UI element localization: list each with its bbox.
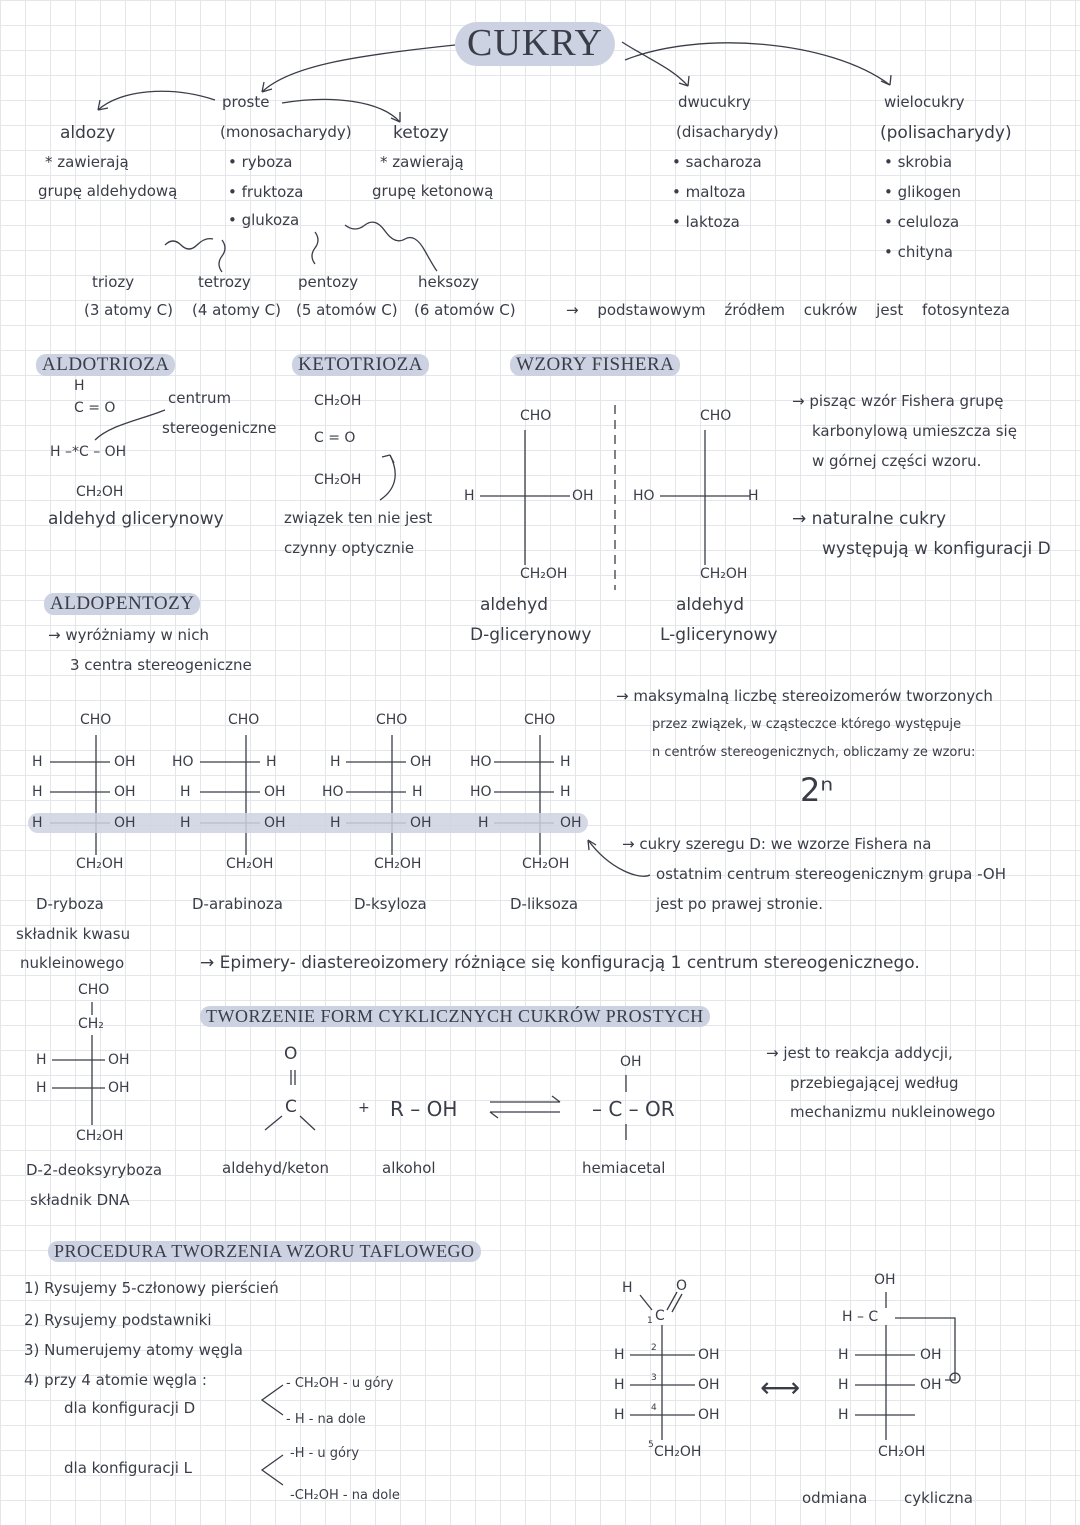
liksoza-bottom: CH₂OH bbox=[522, 856, 570, 872]
ketotrioza-c2: C = O bbox=[314, 430, 356, 446]
open-bottom: CH₂OH bbox=[654, 1444, 702, 1460]
ketotrioza-heading: KETOTRIOZA bbox=[292, 354, 429, 376]
ksyloza-r1: OH bbox=[410, 754, 432, 770]
fisher-note1-line-2: karbonylową umieszcza się bbox=[812, 422, 1017, 440]
aldozy-line-2: grupę aldehydową bbox=[38, 182, 178, 200]
carbonyl-o: O bbox=[284, 1044, 298, 1064]
ryboza-r1: OH bbox=[114, 754, 136, 770]
fisher-d-bottom: CH₂OH bbox=[520, 566, 568, 582]
l-config-label: dla konfiguracji L bbox=[64, 1459, 193, 1477]
arabinoza-name: D-arabinoza bbox=[192, 895, 283, 913]
open-l3: H bbox=[614, 1407, 625, 1423]
disaccharides-label-2: (disacharydy) bbox=[676, 123, 779, 141]
open-l1: H bbox=[614, 1347, 625, 1363]
alcohol-formula: R – OH bbox=[390, 1097, 458, 1121]
ryboza-bottom: CH₂OH bbox=[76, 856, 124, 872]
tetrozy-name: tetrozy bbox=[198, 273, 251, 291]
arabinoza-top: CHO bbox=[228, 712, 260, 728]
ksyloza-l2: HO bbox=[322, 784, 344, 800]
disaccharides-item-1: • sacharoza bbox=[672, 153, 762, 171]
disaccharides-item-2: • maltoza bbox=[672, 183, 746, 201]
deoxy-l1: H bbox=[36, 1052, 47, 1068]
ryboza-l1: H bbox=[32, 754, 43, 770]
ryboza-note-2: nukleinowego bbox=[20, 954, 125, 972]
arabinoza-l1: HO bbox=[172, 754, 194, 770]
fisher-note1-line-3: w górnej części wzoru. bbox=[812, 452, 982, 470]
open-num-2: 2 bbox=[651, 1343, 657, 1353]
aldotrioza-c1: H bbox=[74, 378, 85, 394]
triozy-name: triozy bbox=[92, 273, 135, 291]
cyclic-bottom: CH₂OH bbox=[878, 1444, 926, 1460]
open-num-3: 3 bbox=[651, 1373, 657, 1383]
fisher-l-name-1: aldehyd bbox=[676, 595, 745, 615]
liksoza-l1: HO bbox=[470, 754, 492, 770]
ksyloza-top: CHO bbox=[376, 712, 408, 728]
page-title: CUKRY bbox=[455, 22, 615, 66]
open-num-1: 1 bbox=[647, 1316, 653, 1326]
stereo-center-label-1: centrum bbox=[168, 389, 232, 407]
aldopentozy-heading: ALDOPENTOZY bbox=[44, 593, 200, 615]
cyclic-label-2: cykliczna bbox=[904, 1489, 973, 1507]
epimery-note: → Epimery- diastereoizomery różniące się konfiguracją 1 centrum stereogenicznego. bbox=[200, 953, 920, 973]
arabinoza-r3: OH bbox=[264, 815, 286, 831]
ksyloza-bottom: CH₂OH bbox=[374, 856, 422, 872]
d-config-up: - CH₂OH - u góry bbox=[286, 1376, 394, 1391]
d-config-label: dla konfiguracji D bbox=[64, 1399, 196, 1417]
haworth-step-1: 1) Rysujemy 5-członowy pierścień bbox=[24, 1279, 279, 1297]
ryboza-note-1: składnik kwasu bbox=[16, 925, 131, 943]
ketotrioza-c1: CH₂OH bbox=[314, 393, 362, 409]
ketotrioza-note-2: czynny optycznie bbox=[284, 539, 415, 557]
deoxy-r2: OH bbox=[108, 1080, 130, 1096]
cyclic-note-line-1: → jest to reakcja addycji, bbox=[766, 1044, 953, 1062]
heksozy-name: heksozy bbox=[418, 273, 480, 291]
aldopentozy-note-1: → wyróżniamy w nich bbox=[48, 626, 209, 644]
haworth-heading: PROCEDURA TWORZENIA WZORU TAFLOWEGO bbox=[48, 1241, 481, 1262]
ketozy-line-2: grupę ketonową bbox=[372, 182, 494, 200]
fisher-l-top: CHO bbox=[700, 408, 732, 424]
cyclic-label-1: odmiana bbox=[802, 1489, 868, 1507]
cyclic-l2: H bbox=[838, 1377, 849, 1393]
fisher-l-name-2: L-glicerynowy bbox=[660, 625, 778, 645]
liksoza-l3: H bbox=[478, 815, 489, 831]
polysaccharides-item-4: • chityna bbox=[884, 243, 953, 261]
ketozy-title: ketozy bbox=[393, 123, 449, 143]
open-c: C bbox=[655, 1308, 665, 1324]
stereo-note-line-3: n centrów stereogenicznych, obliczamy ze wzoru: bbox=[652, 745, 976, 760]
fisher-note2-line-1: → naturalne cukry bbox=[792, 509, 947, 529]
label-carbonyl: aldehyd/keton bbox=[222, 1159, 330, 1177]
simple-label-2: (monosacharydy) bbox=[220, 123, 352, 141]
fisher-d-right: OH bbox=[572, 488, 594, 504]
fisher-l-right: H bbox=[748, 488, 759, 504]
polysaccharides-item-2: • glikogen bbox=[884, 183, 962, 201]
open-r1: OH bbox=[698, 1347, 720, 1363]
stereo-formula: 2ⁿ bbox=[800, 771, 834, 809]
l-config-up: -H - u góry bbox=[290, 1446, 360, 1461]
ryboza-r2: OH bbox=[114, 784, 136, 800]
open-o: O bbox=[676, 1278, 688, 1294]
ksyloza-r2: H bbox=[412, 784, 423, 800]
open-num-5: 5 bbox=[648, 1440, 654, 1450]
d-config-down: - H - na dole bbox=[286, 1412, 366, 1427]
aldozy-line-1: * zawierają bbox=[45, 153, 129, 171]
aldotrioza-c3: H –*C – OH bbox=[50, 444, 127, 460]
liksoza-top: CHO bbox=[524, 712, 556, 728]
cyclic-oh: OH bbox=[874, 1272, 896, 1288]
product-oh: OH bbox=[620, 1054, 642, 1070]
d-series-note-line-3: jest po prawej stronie. bbox=[656, 895, 824, 913]
fisher-l-bottom: CH₂OH bbox=[700, 566, 748, 582]
source-note: → podstawowym źródłem cukrów jest fotosynteza bbox=[566, 301, 1010, 319]
haworth-step-2: 2) Rysujemy podstawniki bbox=[24, 1311, 212, 1329]
liksoza-r2: H bbox=[560, 784, 571, 800]
open-l2: H bbox=[614, 1377, 625, 1393]
open-r3: OH bbox=[698, 1407, 720, 1423]
ksyloza-l1: H bbox=[330, 754, 341, 770]
aldotrioza-heading: ALDOTRIOZA bbox=[36, 354, 175, 376]
fisher-l-left: HO bbox=[633, 488, 655, 504]
d-series-note-line-2: ostatnim centrum stereogenicznym grupa -OH bbox=[656, 865, 1006, 883]
cyclic-heading: TWORZENIE FORM CYKLICZNYCH CUKRÓW PROSTYCH bbox=[200, 1006, 710, 1027]
liksoza-l2: HO bbox=[470, 784, 492, 800]
ryboza-name: D-ryboza bbox=[36, 895, 104, 913]
simple-item-1: • ryboza bbox=[228, 153, 293, 171]
pentose-highlight bbox=[28, 813, 588, 833]
tetrozy-desc: (4 atomy C) bbox=[192, 301, 281, 319]
ksyloza-r3: OH bbox=[410, 815, 432, 831]
disaccharides-item-3: • laktoza bbox=[672, 213, 740, 231]
ksyloza-l3: H bbox=[330, 815, 341, 831]
cyclic-note-line-3: mechanizmu nukleinowego bbox=[790, 1103, 996, 1121]
liksoza-r3: OH bbox=[560, 815, 582, 831]
open-h: H bbox=[622, 1280, 633, 1296]
polysaccharides-item-1: • skrobia bbox=[884, 153, 953, 171]
deoxy-name: D-2-deoksyryboza bbox=[26, 1161, 163, 1179]
deoxy-top: CHO bbox=[78, 982, 110, 998]
fisher-d-name-2: D-glicerynowy bbox=[470, 625, 592, 645]
ketozy-line-1: * zawierają bbox=[380, 153, 464, 171]
arabinoza-r2: OH bbox=[264, 784, 286, 800]
aldozy-title: aldozy bbox=[60, 123, 116, 143]
simple-label: proste bbox=[222, 93, 270, 111]
stereo-note-line-1: → maksymalną liczbę stereoizomerów tworzonych bbox=[616, 687, 993, 705]
cyclic-l1: H bbox=[838, 1347, 849, 1363]
fisher-d-top: CHO bbox=[520, 408, 552, 424]
carbonyl-c: C bbox=[285, 1097, 297, 1117]
aldopentozy-note-2: 3 centra stereogeniczne bbox=[70, 656, 252, 674]
deoxy-l2: H bbox=[36, 1080, 47, 1096]
haworth-step-3: 3) Numerujemy atomy węgla bbox=[24, 1341, 243, 1359]
cyclic-r1: OH bbox=[920, 1347, 942, 1363]
aldotrioza-c4: CH₂OH bbox=[76, 484, 124, 500]
ketotrioza-c3: CH₂OH bbox=[314, 472, 362, 488]
haworth-step-4: 4) przy 4 atomie węgla : bbox=[24, 1371, 207, 1389]
arabinoza-r1: H bbox=[266, 754, 277, 770]
ketotrioza-note-1: związek ten nie jest bbox=[284, 509, 433, 527]
arabinoza-bottom: CH₂OH bbox=[226, 856, 274, 872]
d-series-note-line-1: → cukry szeregu D: we wzorze Fishera na bbox=[622, 835, 932, 853]
cyclic-r2: OH bbox=[920, 1377, 942, 1393]
aldotrioza-name: aldehyd glicerynowy bbox=[48, 509, 224, 529]
polysaccharides-label: wielocukry bbox=[884, 93, 965, 111]
cyclic-l3: H bbox=[838, 1407, 849, 1423]
label-alcohol: alkohol bbox=[382, 1159, 436, 1177]
fisher-note2-line-2: występują w konfiguracji D bbox=[822, 539, 1051, 559]
arabinoza-l3: H bbox=[180, 815, 191, 831]
cyclic-note-line-2: przebiegającej według bbox=[790, 1074, 959, 1092]
ryboza-l3: H bbox=[32, 815, 43, 831]
open-num-4: 4 bbox=[651, 1403, 657, 1413]
fisher-d-left: H bbox=[464, 488, 475, 504]
ryboza-l2: H bbox=[32, 784, 43, 800]
pentozy-desc: (5 atomów C) bbox=[296, 301, 398, 319]
simple-item-3: • glukoza bbox=[228, 211, 300, 229]
fisher-heading: WZORY FISHERA bbox=[510, 354, 680, 376]
stereo-center-label-2: stereogeniczne bbox=[162, 419, 277, 437]
label-hemiacetal: hemiacetal bbox=[582, 1159, 666, 1177]
ryboza-top: CHO bbox=[80, 712, 112, 728]
deoxy-c2: CH₂ bbox=[78, 1016, 104, 1032]
open-r2: OH bbox=[698, 1377, 720, 1393]
reaction-plus: + bbox=[358, 1100, 370, 1116]
fisher-note1-line-1: → pisząc wzór Fishera grupę bbox=[792, 392, 1004, 410]
heksozy-desc: (6 atomów C) bbox=[414, 301, 516, 319]
polysaccharides-item-3: • celuloza bbox=[884, 213, 960, 231]
simple-item-2: • fruktoza bbox=[228, 183, 304, 201]
deoxy-note: składnik DNA bbox=[30, 1191, 130, 1209]
product-formula: – C – OR bbox=[592, 1097, 675, 1121]
liksoza-name: D-liksoza bbox=[510, 895, 579, 913]
fisher-d-name-1: aldehyd bbox=[480, 595, 549, 615]
ryboza-r3: OH bbox=[114, 815, 136, 831]
aldotrioza-c2: C = O bbox=[74, 400, 116, 416]
equilibrium-arrow: ⟷ bbox=[760, 1371, 801, 1404]
triozy-desc: (3 atomy C) bbox=[84, 301, 173, 319]
deoxy-r1: OH bbox=[108, 1052, 130, 1068]
cyclic-hc: H – C bbox=[842, 1309, 879, 1325]
l-config-down: -CH₂OH - na dole bbox=[290, 1488, 400, 1503]
stereo-note-line-2: przez związek, w cząsteczce którego występuje bbox=[652, 717, 962, 732]
arabinoza-l2: H bbox=[180, 784, 191, 800]
liksoza-r1: H bbox=[560, 754, 571, 770]
pentozy-name: pentozy bbox=[298, 273, 359, 291]
polysaccharides-label-2: (polisacharydy) bbox=[880, 123, 1012, 143]
deoxy-bottom: CH₂OH bbox=[76, 1128, 124, 1144]
ksyloza-name: D-ksyloza bbox=[354, 895, 427, 913]
disaccharides-label: dwucukry bbox=[678, 93, 751, 111]
